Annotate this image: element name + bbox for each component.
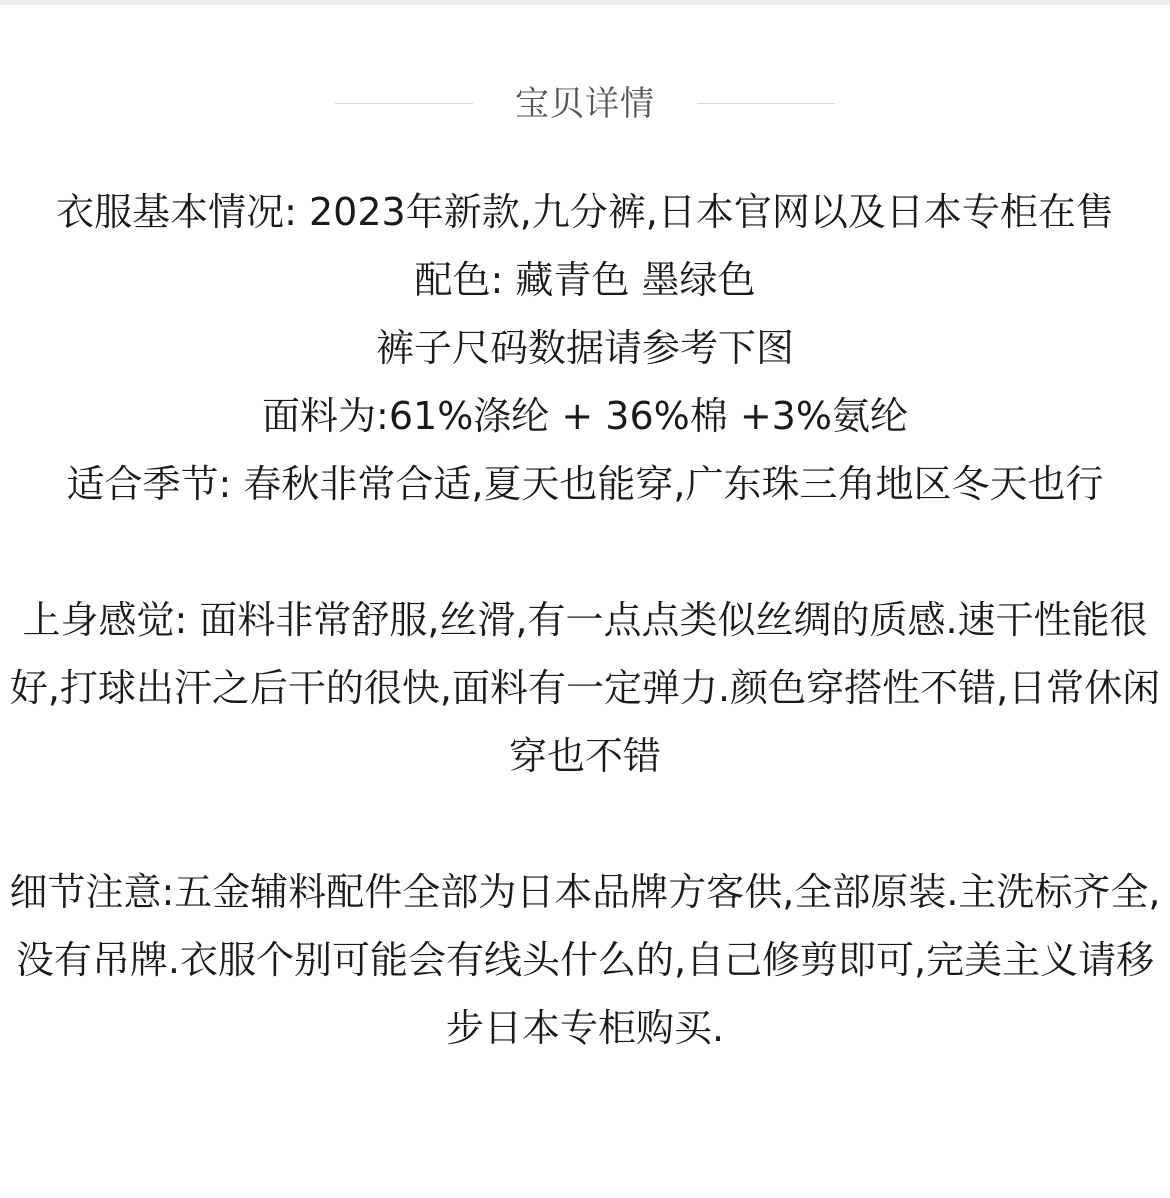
fabric-text: 面料为:61%涤纶 + 36%棉 +3%氨纶: [262, 394, 908, 438]
basic-info-text: 衣服基本情况: 2023年新款,九分裤,日本官网以及日本专柜在售: [56, 190, 1114, 234]
product-description: [0, 178, 1170, 1062]
paragraph-spacer: [0, 518, 1170, 586]
details-note-text: 细节注意:五金辅料配件全部为日本品牌方客供,全部原装.主洗标齐全,没有吊牌.衣服个别可能会有线头什么的,自己修剪即可,完美主义请移步日本专柜购买.: [9, 870, 1161, 1050]
section-header: [0, 78, 1170, 130]
size-note-text: 裤子尺码数据请参考下图: [375, 326, 794, 370]
header-right-rule: [697, 103, 835, 104]
season-text: 适合季节: 春秋非常合适,夏天也能穿,广东珠三角地区冬天也行: [66, 462, 1104, 506]
header-left-rule: [335, 103, 473, 104]
wearing-feel-text: 上身感觉: 面料非常舒服,丝滑,有一点点类似丝绸的质感.速干性能很好,打球出汗之后干的很快,面料有一定弹力.颜色穿搭性不错,日常休闲穿也不错: [9, 598, 1161, 778]
colors-text: 配色: 藏青色 墨绿色: [414, 258, 756, 302]
top-divider-strip: [0, 0, 1170, 5]
section-title: 宝贝详情: [515, 84, 655, 124]
paragraph-spacer: [0, 790, 1170, 858]
